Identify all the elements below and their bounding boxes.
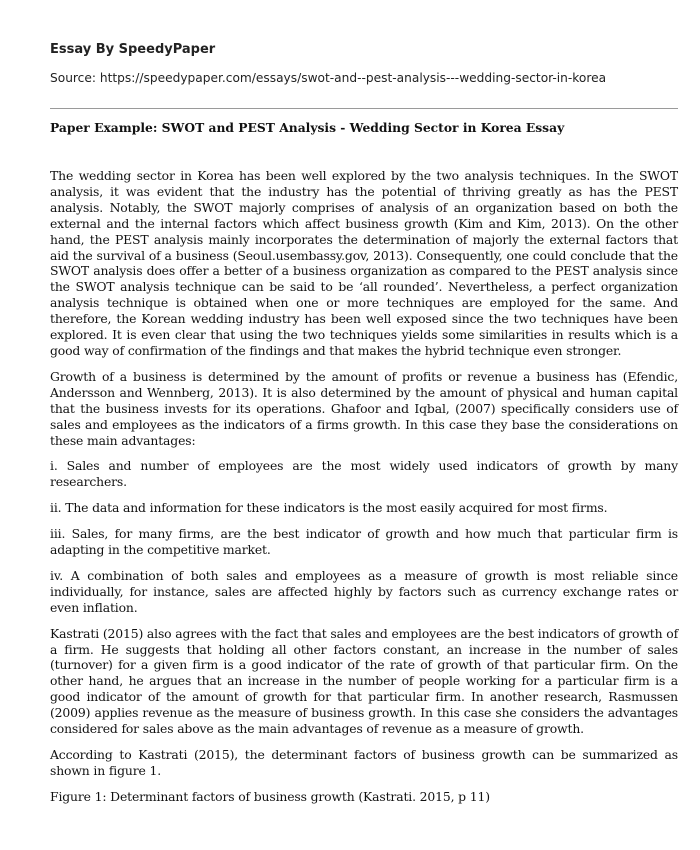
brand-header: Essay By SpeedyPaper — [50, 42, 216, 57]
essay-body — [50, 168, 678, 815]
list-item-iv: iv. A combination of both sales and employees as a measure of growth is most reliable since individually, for instance, sales are affected highly by factors such as currency exchange rates or even inflation. — [50, 567, 678, 615]
essay-title: Paper Example: SWOT and PEST Analysis - Wedding Sector in Korea Essay — [50, 120, 565, 135]
paragraph-kastrati: Kastrati (2015) also agrees with the fact that sales and employees are the best indicators of growth of a firm. He suggests that holding all other factors constant, an increase in the number of sales (turnover) for a given firm is a good indicator of the rate of growth of that particular firm. On the other hand, he argues that an increase in the number of people working for a particular firm is a good indicator of the amount of growth for that particular firm. In another research, Rasmussen (2009) applies revenue as the measure of business growth. In this case she considers the advantages considered for sales above as the main advantages of revenue as a measure of growth. — [50, 625, 678, 737]
list-item-iii: iii. Sales, for many firms, are the best indicator of growth and how much that particular firm is adapting in the competitive market. — [50, 526, 678, 558]
paragraph-intro: The wedding sector in Korea has been well explored by the two analysis techniques. In the SWOT analysis, it was evident that the industry has the potential of thriving greatly as has the PEST analysis. Notably, the SWOT majorly comprises of analysis of an organization based on both the external and the internal factors which affect business growth (Kim and Kim, 2013). On the other hand, the PEST analysis mainly incorporates the determination of majorly the external factors that aid the survival of a business (Seoul.usembassy.gov, 2013). Consequently, one could conclude that the SWOT analysis does offer a better of a business organization as compared to the PEST analysis since the SWOT analysis technique can be said to be ‘all rounded’. Nevertheless, a perfect organization analysis technique is obtained when one or more techniques are employed for the same. And therefore, the Korean wedding industry has been well exposed since the two techniques have been explored. It is even clear that using the two techniques yields some similarities in results which is a good way of confirmation of the findings and that makes the hybrid technique even stronger. — [50, 168, 678, 358]
paragraph-growth: Growth of a business is determined by the amount of profits or revenue a business has (Efendic, Andersson and Wennberg, 2013). It is also determined by the amount of physical and human capital that the business invests for its operations. Ghafoor and Iqbal, (2007) specifically considers use of sales and employees as the indicators of a firms growth. In this case they base the considerations on these main advantages: — [50, 368, 678, 448]
figure-caption: Figure 1: Determinant factors of business growth (Kastrati. 2015, p 11) — [50, 788, 490, 804]
header-divider — [50, 108, 678, 109]
list-item-ii: ii. The data and information for these indicators is the most easily acquired for most firms. — [50, 500, 608, 516]
source-line: Source: https://speedypaper.com/essays/swot-and--pest-analysis---wedding-sector-in-korea — [50, 71, 607, 85]
list-item-i: i. Sales and number of employees are the most widely used indicators of growth by many researchers. — [50, 458, 678, 490]
paragraph-determinants: According to Kastrati (2015), the determinant factors of business growth can be summarized as shown in figure 1. — [50, 747, 678, 778]
